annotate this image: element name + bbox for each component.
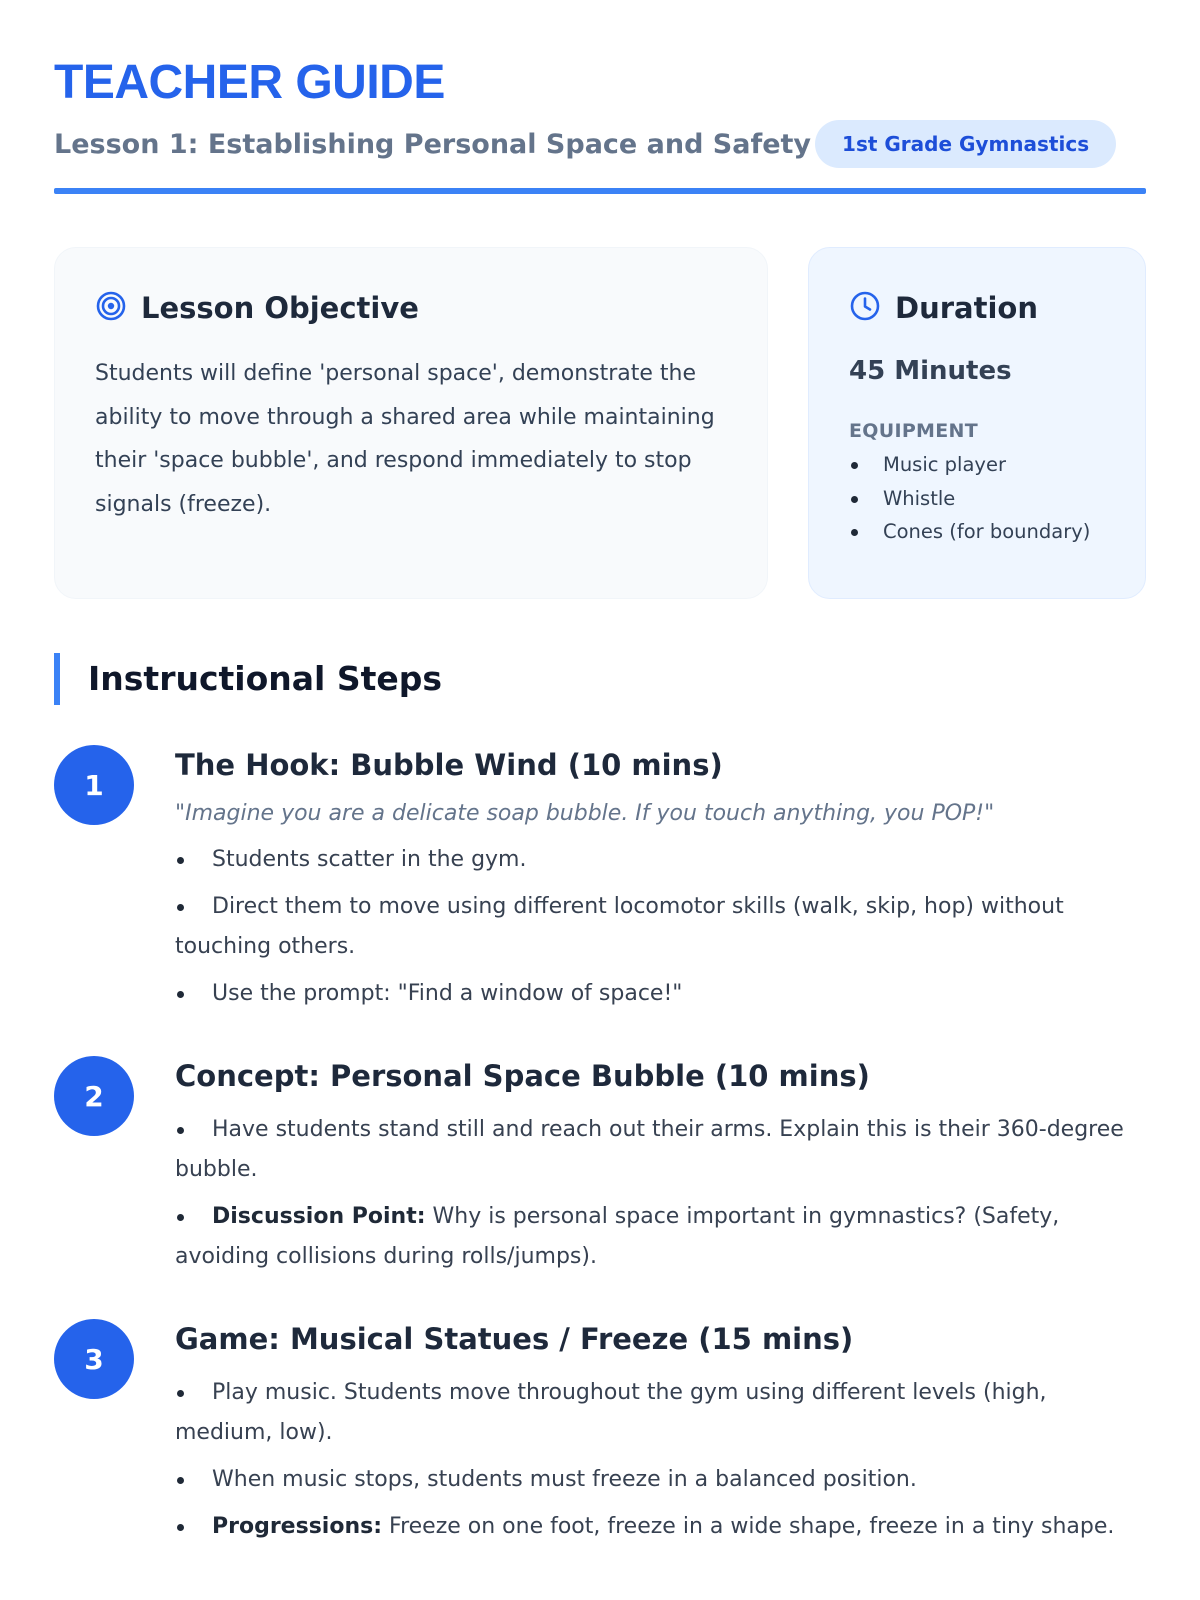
step-bullet (175, 974, 1146, 1014)
step-bullets (175, 1110, 1146, 1277)
equipment-list (849, 448, 1105, 549)
step-number-badge: 2 (54, 1056, 134, 1136)
step-1 (54, 745, 1146, 1014)
step-title: The Hook: Bubble Wind (10 mins) (175, 748, 723, 782)
bullet-text: Freeze on one foot, freeze in a wide shape, freeze in a tiny shape. (382, 1514, 1115, 1539)
summary-cards (54, 247, 1146, 599)
step-title: Game: Musical Statues / Freeze (15 mins) (175, 1322, 854, 1356)
step-bullet (175, 887, 1146, 967)
header-divider (54, 188, 1146, 194)
lesson-subtitle: Lesson 1: Establishing Personal Space and Safety (54, 128, 812, 160)
step-bullet (175, 1460, 1146, 1500)
step-2 (54, 1056, 1146, 1277)
bullet-bold-lead: Discussion Point: (212, 1204, 426, 1229)
step-bullet (175, 1110, 1146, 1190)
clock-icon (849, 290, 881, 326)
duration-card (808, 247, 1146, 599)
instructional-steps-section (54, 653, 1146, 1547)
target-icon (95, 290, 127, 326)
bullet-bold-lead: Progressions: (212, 1514, 383, 1539)
objective-title: Lesson Objective (141, 291, 419, 325)
section-heading: Instructional Steps (54, 653, 1146, 705)
step-bullets (175, 840, 1146, 1014)
duration-card-header (849, 290, 1105, 326)
step-title: Concept: Personal Space Bubble (10 mins) (175, 1059, 870, 1093)
bullet-text: Why is personal space important in gymnastics? (Safety, avoiding collisions during rolls/jumps). (175, 1204, 1060, 1269)
equipment-label: EQUIPMENT (849, 420, 979, 442)
step-number-badge: 1 (54, 745, 134, 825)
bullet-text: Students scatter in the gym. (212, 847, 527, 872)
steps-list (54, 745, 1146, 1547)
step-bullet (175, 1373, 1146, 1453)
bullet-text: Direct them to move using different locomotor skills (walk, skip, hop) without touching others. (175, 894, 1064, 959)
bullet-text: Use the prompt: "Find a window of space!" (212, 981, 683, 1006)
step-bullet (175, 1507, 1146, 1547)
objective-text: Students will define 'personal space', demonstrate the ability to move through a shared area while maintaining their 'space bubble', and respond immediately to stop signals (freeze). (95, 361, 715, 517)
bullet-text: Have students stand still and reach out their arms. Explain this is their 360-degree bubble. (175, 1117, 1124, 1182)
subtitle-row (54, 120, 1146, 168)
step-bullet (175, 840, 1146, 880)
step-3 (54, 1319, 1146, 1547)
equipment-item: Music player (849, 448, 1105, 482)
step-bullet (175, 1197, 1146, 1277)
grade-badge: 1st Grade Gymnastics (815, 120, 1116, 168)
duration-value: 45 Minutes (849, 356, 1012, 386)
step-quote: "Imagine you are a delicate soap bubble. If you touch anything, you POP!" (175, 801, 995, 826)
step-number-badge: 3 (54, 1319, 134, 1399)
objective-card-header (95, 290, 727, 326)
bullet-text: Play music. Students move throughout the gym using different levels (high, medium, low). (175, 1380, 1047, 1445)
step-bullets (175, 1373, 1146, 1547)
bullet-text: When music stops, students must freeze in a balanced position. (212, 1467, 917, 1492)
document-title: TEACHER GUIDE (54, 56, 445, 109)
duration-title: Duration (895, 291, 1038, 325)
equipment-item: Cones (for boundary) (849, 515, 1105, 549)
document-header (54, 54, 1146, 194)
equipment-item: Whistle (849, 482, 1105, 516)
objective-card (54, 247, 768, 599)
